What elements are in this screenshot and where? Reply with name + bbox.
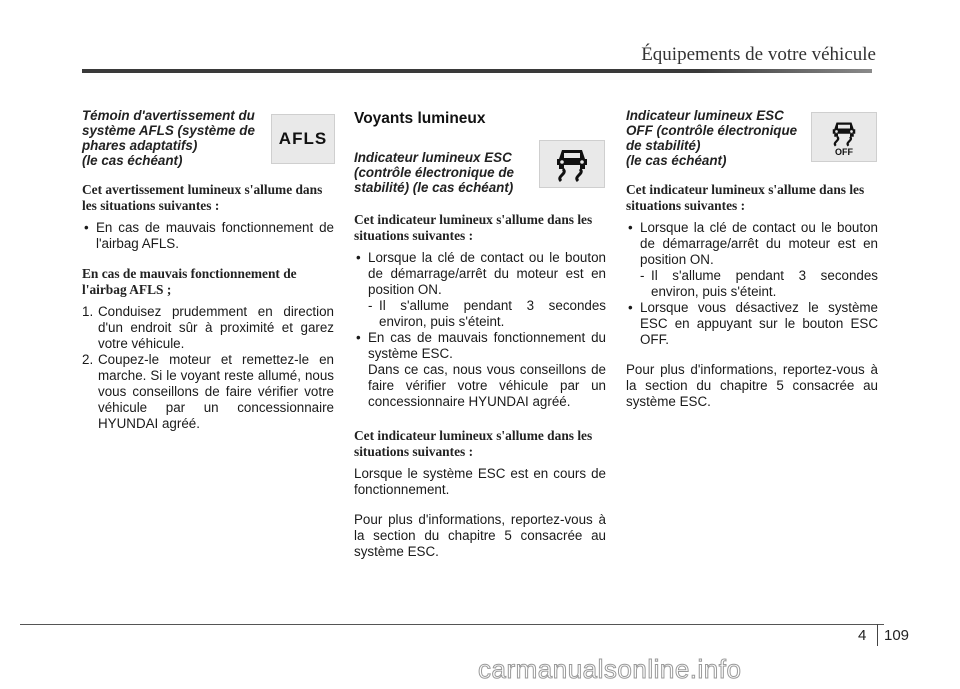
afls-heading-line-4: (le cas échéant) [82,153,183,168]
afls-bullet-1: • En cas de mauvais fonctionnement de l'airbag AFLS. [82,220,334,252]
esc-sub-1-text: Il s'allume pendant 3 secondes environ, puis s'éteint. [379,298,606,329]
esc-heading-line-1: Indicateur lumineux ESC [354,150,512,165]
esc-bullet-2: • En cas de mauvais fonctionnement du système ESC. [354,330,606,362]
afls-step-1 [82,304,334,352]
esc-off-icon [811,112,877,162]
afls-heading-block [82,108,334,172]
afls-step-1-text: Conduisez prudemment en direction d'un endroit sûr à proximité et garez votre véhicule. [98,304,334,351]
esc-heading-line-2: (contrôle électronique de [354,165,514,180]
esc-off-bullet-1: • Lorsque la clé de contact ou le bouton de démarrage/arrêt du moteur est en position ON. [626,220,878,268]
esc-off-heading-block [626,108,878,172]
header-rule [82,69,872,73]
afls-subheading [82,266,334,298]
afls-subheading-line-1: En cas de mauvais fonctionnement de [82,266,297,281]
esc-intro-1: Cet indicateur lumineux s'allume dans les situations suivantes : [354,212,593,243]
column-afls [82,108,334,432]
page-number-separator [877,624,878,646]
esc-sub-1: - Il s'allume pendant 3 secondes environ, puis s'éteint. [368,298,606,329]
esc-off-sub-1: - Il s'allume pendant 3 secondes environ, puis s'éteint. [640,268,878,299]
esc-heading [354,150,534,195]
esc-paragraph-2: Pour plus d'informations, reportez-vous à la section du chapitre 5 consacrée au système ESC. [354,512,606,559]
afls-step-2-number: 2. [82,352,94,367]
afls-heading-line-1: Témoin d'avertissement du [82,108,255,123]
afls-step-2 [82,352,334,432]
afls-warning-icon [271,114,335,164]
page-number: 109 [884,627,910,644]
esc-off-paragraph: Pour plus d'informations, reportez-vous à la section du chapitre 5 consacrée au système ESC. [626,362,878,409]
esc-off-intro: Cet indicateur lumineux s'allume dans les situations suivantes : [626,182,865,213]
afls-heading-line-2: système AFLS (système de [82,123,255,138]
section-title: Voyants lumineux [354,110,486,127]
esc-off-heading-line-3: de stabilité) [626,138,701,153]
esc-off-heading [626,108,811,168]
afls-step-1-number: 1. [82,304,94,319]
esc-heading-line-3: stabilité) (le cas échéant) [354,180,514,195]
esc-car-skid-icon [539,140,605,188]
watermark: carmanualsonline.info [478,654,742,684]
esc-paragraph-1: Lorsque le système ESC est en cours de fonctionnement. [354,466,606,497]
afls-heading [82,108,272,168]
afls-heading-line-3: phares adaptatifs) [82,138,198,153]
chapter-title: Équipements de votre véhicule [641,44,876,65]
afls-icon-label: AFLS [278,129,328,148]
esc-off-icon-label: OFF [835,146,853,157]
esc-bullet-1: • Lorsque la clé de contact ou le bouton de démarrage/arrêt du moteur est en position ON. [354,250,606,298]
esc-heading-block [354,150,606,206]
esc-off-heading-line-2: OFF (contrôle électronique [626,123,798,138]
column-esc-off [626,108,878,410]
esc-off-sub-1-text: Il s'allume pendant 3 secondes environ, puis s'éteint. [651,268,878,299]
esc-off-heading-line-4: (le cas échéant) [626,153,727,168]
column-esc [354,108,606,560]
afls-intro: Cet avertissement lumineux s'allume dans les situations suivantes : [82,182,323,213]
esc-intro-2: Cet indicateur lumineux s'allume dans les situations suivantes : [354,428,593,459]
esc-off-bullet-2: • Lorsque vous désactivez le système ESC en appuyant sur le bouton ESC OFF. [626,300,878,348]
chapter-number: 4 [858,627,867,644]
esc-off-heading-line-1: Indicateur lumineux ESC [626,108,784,123]
afls-subheading-line-2: l'airbag AFLS ; [82,282,172,297]
afls-step-2-text: Coupez-le moteur et remettez-le en marche. Si le voyant reste allumé, nous vous conseillons de faire vérifier votre véhicule par un concessionnaire HYUNDAI agréé. [98,352,334,431]
esc-bullet-2-continued: Dans ce cas, nous vous conseillons de faire vérifier votre véhicule par un concessionnaire HYUNDAI agréé. [368,362,606,409]
footer-rule [20,624,884,625]
